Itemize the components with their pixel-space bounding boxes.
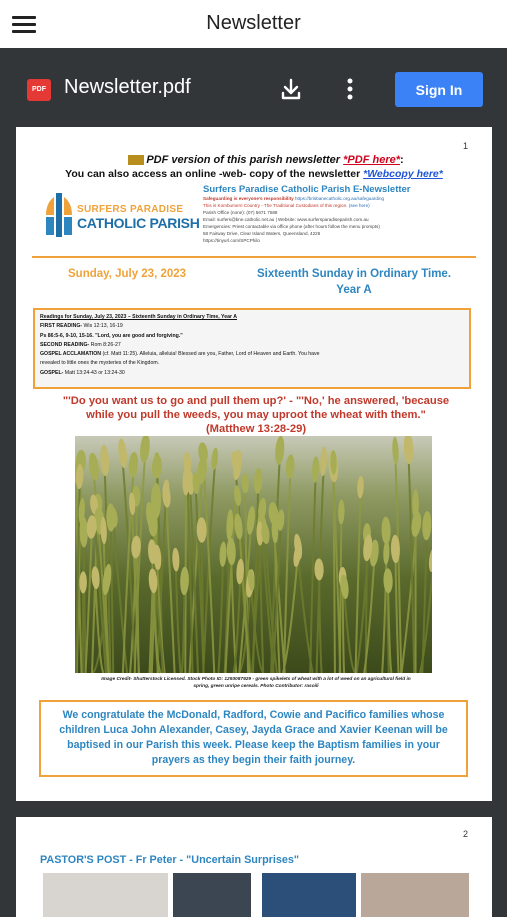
pdf-filename: Newsletter.pdf	[64, 76, 191, 98]
address-line: 58 Fairway Drive, Clear Island Waters, Queensland, 4226	[203, 231, 321, 236]
parish-logo	[44, 187, 202, 239]
pastor-photo-4	[361, 873, 469, 917]
short-link[interactable]: https://tinyurl.com/SPCPhilo	[203, 238, 260, 243]
download-icon[interactable]	[278, 76, 304, 102]
emergencies-line: Emergencies: Priest contactable via office phone (after hours follow the menu prompts)	[203, 224, 380, 229]
app-title: Newsletter	[206, 12, 301, 34]
pdf-inline-icon	[128, 155, 144, 165]
pastor-photo-3	[262, 873, 356, 917]
logo-text-bottom: CATHOLIC PARISH	[77, 215, 200, 231]
readings-heading: Readings for Sunday, July 23, 2023 – Sixteenth Sunday in Ordinary Time, Year A	[40, 314, 238, 320]
psalm: Ps 86:5-6, 9-10, 15-16. "Lord, you are good and forgiving."	[40, 332, 183, 339]
office-line: Parish Office (none): (07) 5671 7588	[203, 210, 278, 215]
image-credit: Image Credit- Shutterstock Licensed. Stock Photo ID: 1293087929 - green spikelets of wheat with a lot of weed on an agricultural field in spring, green unripe cereals. Photo Contributor: rasoili	[101, 677, 411, 689]
pastor-photo-2	[173, 873, 251, 917]
gospel-acclamation: GOSPEL ACCLAMATION (cf. Matt 11:25). Alleluia, alleluia! Blessed are you, Father, Lord of Heaven and Earth. You have	[40, 351, 320, 358]
safeguarding-line: Safeguarding is everyone's responsibility https://brisbanecatholic.org.au/safeguarding	[203, 196, 385, 201]
parish-info-block	[203, 184, 473, 244]
safeguarding-link[interactable]: https://brisbanecatholic.org.au/safeguarding	[294, 196, 385, 201]
pdf-page-1	[16, 127, 492, 801]
gospel-reading: GOSPEL- Matt 13:24-43 or 13:24-30	[40, 369, 125, 376]
second-reading: SECOND READING- Rom 8:26-27	[40, 341, 121, 348]
more-vertical-icon[interactable]	[340, 76, 360, 102]
page-number-2: 2	[462, 829, 468, 839]
parish-cross-icon	[44, 193, 74, 237]
baptism-announcement: We congratulate the McDonald, Radford, Cowie and Pacifico families whose children Luca John Alexander, Casey, Jayda Grace and Xavier Keenan will be baptised in our Parish this week. Please keep the Baptism families in your prayers as they begin their faith journey.	[39, 700, 468, 777]
pdf-here-link[interactable]: *PDF here*	[343, 154, 400, 166]
webcopy-link[interactable]: *Webcopy here*	[363, 168, 443, 180]
logo-text-top: SURFERS PARADISE	[77, 204, 184, 215]
app-header	[0, 0, 507, 48]
readings-box	[33, 308, 471, 389]
first-reading: FIRST READING- Wis 12:13, 16-19	[40, 323, 123, 330]
liturgical-sunday: Sixteenth Sunday in Ordinary Time. Year A	[256, 268, 452, 296]
pdf-toolbar	[0, 48, 507, 126]
scripture-quote: "'Do you want us to go and pull them up?' - "'No,' he answered, 'because while you pull the weeds, you may uproot the wheat with them." (Matthew 13:28-29)	[62, 395, 450, 435]
section-divider	[32, 256, 476, 258]
country-line: This is Kombumerri Country - The Traditional Custodians of this region. (see here)	[203, 203, 370, 208]
pastor-photo-1	[43, 873, 168, 917]
wheat-field-photo	[75, 436, 432, 673]
country-link[interactable]: (see here)	[348, 203, 370, 208]
pdf-version-line: PDF version of this parish newsletter *PDF here*:	[76, 154, 456, 166]
pdf-file-icon: PDF	[27, 79, 51, 101]
email-line: Email: surfers@bne.catholic.net.au | Website: www.surfersparadiseparish.com.au	[203, 217, 369, 222]
pastors-post-heading: PASTOR'S POST - Fr Peter - "Uncertain Surprises"	[40, 854, 299, 866]
parish-enewsletter-title: Surfers Paradise Catholic Parish E-Newsletter	[203, 184, 411, 195]
gospel-acclamation-cont: revealed to little ones the mysteries of the Kingdom.	[40, 360, 160, 367]
sign-in-button[interactable]: Sign In	[395, 72, 483, 107]
page-number: 1	[462, 141, 468, 151]
newsletter-date: Sunday, July 23, 2023	[68, 268, 187, 280]
pdf-page-2	[16, 817, 492, 917]
webcopy-line: You can also access an online -web- copy of the newsletter *Webcopy here*	[65, 168, 443, 180]
